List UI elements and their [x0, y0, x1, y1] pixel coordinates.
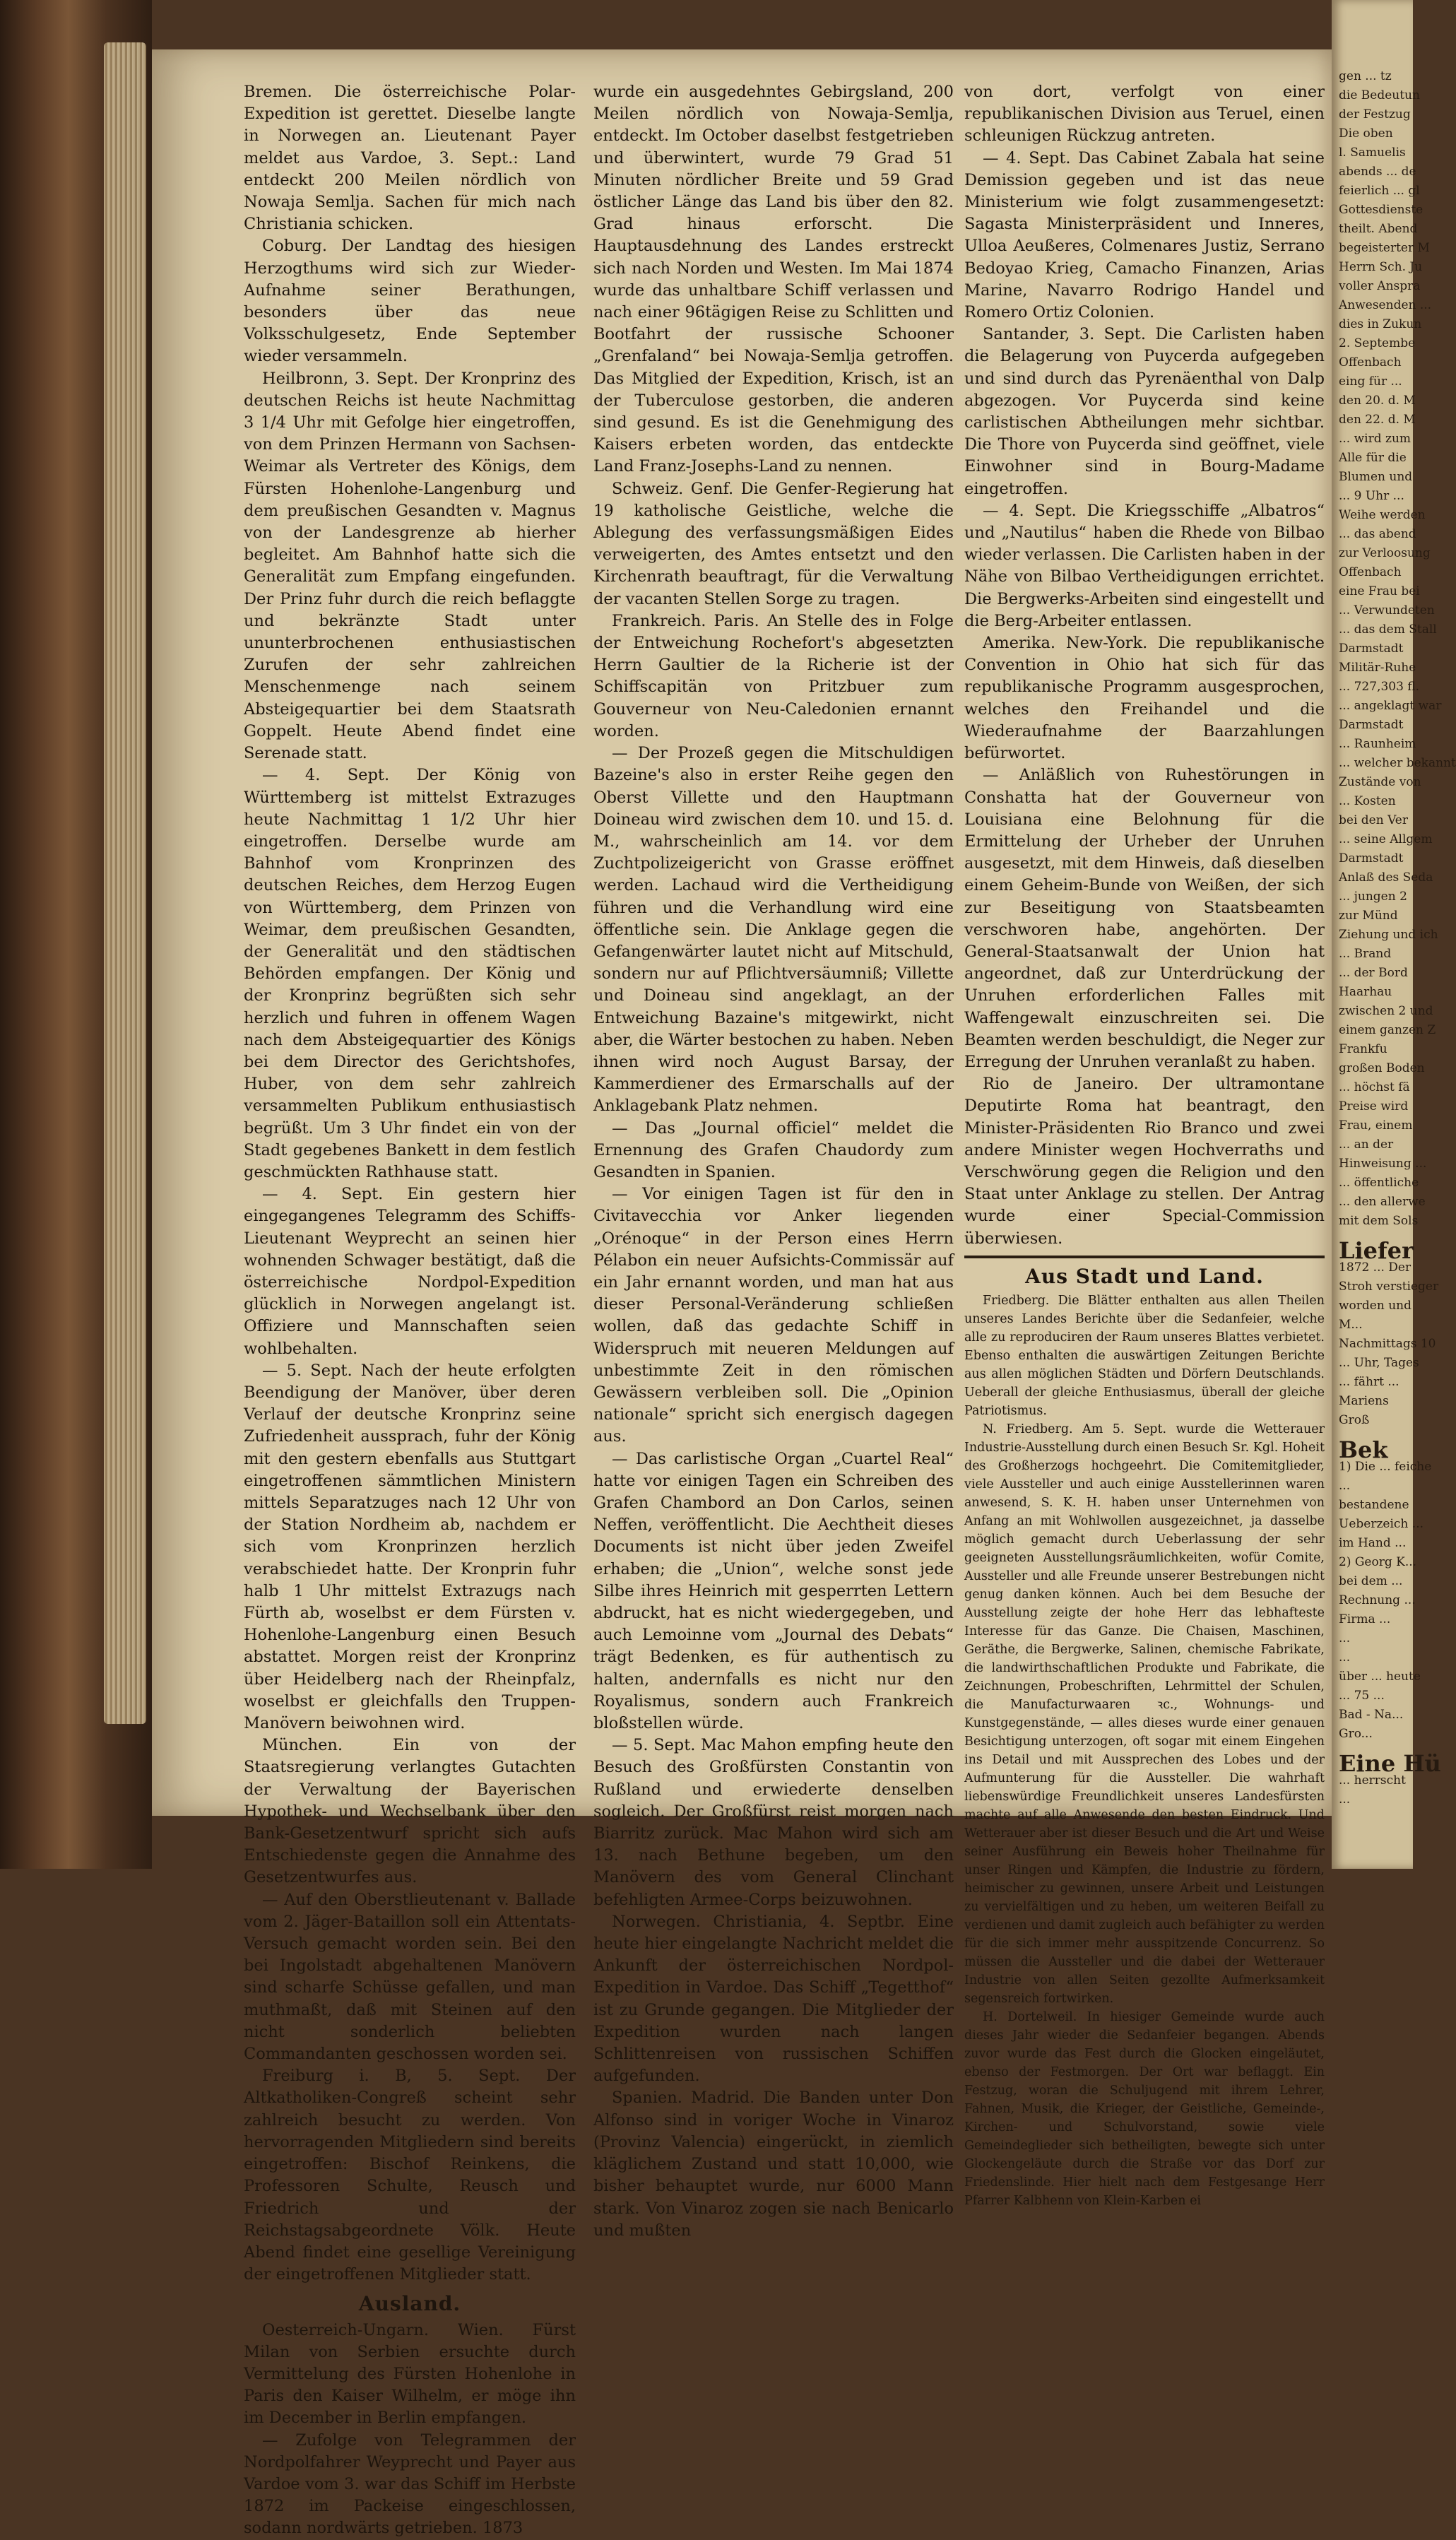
adjacent-line: ... welcher bekannt [1339, 756, 1456, 770]
adjacent-line: bei dem ... [1339, 1574, 1403, 1588]
adjacent-line: Gro... [1339, 1727, 1373, 1741]
article-industrie-ausstellung: N. Friedberg. Am 5. Sept. wurde die Wetterauer Industrie-Ausstellung durch einen Besuch Sr. Kgl. Hoheit des Großherzogs hochgeehrt. Die Comitemitglieder, viele Aussteller und auch einige Ausstellerinnen waren anwesend, S. K. H. haben unser Unternehmen von Anfang an mit Wohlwollen ausgezeichnet, ja dasselbe möglich gemacht durch Ueberlassung der sehr geeigneten Ausstellungsräumlichkeiten, wofür Comite, Aussteller und alle Freunde unserer Bestrebungen nicht genug danken können. Auch bei dem Besuche der Ausstellung zeigte der hohe Herr das lebhafteste Interesse für das Ganze. Die Chaisen, Maschinen, Geräthe, die Bergwerke, Salinen, chemische Fabrikate, die landwirthschaftlichen Produkte und Fabrikate, die Zeichnungen, Probeschriften, Lehrmittel der Schulen, die Manufacturwaaren ꝛc., Wohnungs- und Kunstgegenstände, — alles dieses wurde einer genauen Besichtigung unterzogen, oft sogar mit einem Eingehen ins Detail und mit Aussprechen des Lobes und der Aufmunterung für die Aussteller. Die wahrhaft liebenswürdige Freundlichkeit unseres Landesfürsten machte auf alle Anwesende den besten Eindruck. Und Wetterauer aber ist dieser Besuch und die Art und Weise seiner Ausführung ein Beweis hoher Theilnahme für unser Ringen und Kämpfen, die Industrie zu fördern, heimischer zu gewinnen, unsere Arbeit und Leistungen zu vervielfältigen und zu heben, um weiteren Beifall zu verdienen und damit zugleich auch befähigter zu werden für die sich immer mehr ausspitzende Concurrenz. So müssen die Aussteller und die dabei der Wetterauer Industrie von allen Seiten gezollte Aufmerksamkeit segensreich fortwirken. [964, 1422, 1325, 2006]
article-spanien-cont: von dort, verfolgt von einer republikanischen Division aus Teruel, einen schleunigen Rückzug antreten. [964, 83, 1325, 146]
adjacent-line: Bad - Na... [1339, 1708, 1404, 1722]
adjacent-heading: Eine Hü [1339, 1750, 1441, 1777]
adjacent-line: Ziehung und ich [1339, 928, 1438, 942]
adjacent-line: worden und [1339, 1299, 1411, 1313]
adjacent-line: zwischen 2 und [1339, 1004, 1433, 1018]
adjacent-line: l. Samuelis [1339, 146, 1406, 160]
adjacent-line: über ... heute [1339, 1670, 1421, 1684]
article-nordpol-cont: wurde ein ausgedehntes Gebirgsland, 200 Meilen nördlich von Nowaja-Semlja, entdeckt. Im October daselbst festgetrieben und überwintert, wurde 79 Grad 51 Minuten nördlicher Breite und 59 Grad östlicher Länge das Land bis über den 82. Grad hinaus erforscht. Die Hauptausdehnung des Landes erstreckt sich nach Norden und Westen. Im Mai 1874 wurde das unhaltbare Schiff verlassen und nach einer 96tägigen Reise zu Schlitten und Bootfahrt der russische Schooner „Grenfaland“ bei Nowaja-Semlja getroffen. Das Mitglied der Expedition, Krisch, ist an der Tuberculose gestorben, die anderen sind gesund. Es ist die Genehmigung des Kaisers erbeten worden, das entdeckte Land Franz-Josephs-Land zu nennen. [593, 83, 954, 476]
adjacent-line: Gottesdienste [1339, 203, 1424, 217]
adjacent-line: Alle für die [1339, 451, 1407, 465]
adjacent-line: Anlaß des Seda [1339, 870, 1433, 885]
column-1 [244, 81, 576, 2540]
adjacent-line: ... 9 Uhr ... [1339, 489, 1404, 503]
section-heading-ausland: Ausland. [358, 2292, 461, 2316]
article-mac-mahon: — 5. Sept. Mac Mahon empfing heute den Besuch des Großfürsten Constantin von Rußland und erwiederte denselben sogleich. Der Großfürst reist morgen nach Biarritz zurück. Mac Mahon wird sich am 13. nach Bethune begeben, um den Manövern des vom General Clinchant befehligten Armee-Corps beizuwohnen. [593, 1736, 954, 1909]
adjacent-line: ... [1339, 1792, 1351, 1807]
adjacent-line: ... der Bord [1339, 966, 1408, 980]
article-oesterreich: Oesterreich-Ungarn. Wien. Fürst Milan von Serbien ersuchte durch Vermittelung des Fürsten Hohenlohe in Paris den Kaiser Wilhelm, er möge ihn im December in Berlin empfangen. [244, 2320, 576, 2428]
adjacent-heading: Bek [1339, 1436, 1388, 1463]
adjacent-line: ... fährt ... [1339, 1375, 1399, 1389]
article-louisiana: — Anläßlich von Ruhestörungen in Conshatta hat der Gouverneur von Louisiana eine Belohnung für die Ermittelung der Urheber der Unruhen ausgesetzt, mit dem Hinweis, daß dieselben einem Geheim-Bunde von Weißen, der sich zur Beseitigung von Staatsbeamten verschworen habe, angehörten. Der General-Staatsanwalt der Union hat angeordnet, daß zur Unterdrückung der Unruhen erforderlichen Falles mit Waffengewalt einzuschreiten sei. Die Beamten werden beschuldigt, die Neger zur Erregung der Unruhen veranlaßt zu haben. [964, 766, 1325, 1071]
adjacent-line: Firma ... [1339, 1612, 1391, 1626]
adjacent-line: Die oben [1339, 126, 1393, 141]
adjacent-line: Anwesenden ... [1339, 298, 1432, 312]
adjacent-line: Darmstadt [1339, 851, 1404, 866]
adjacent-line: ... Raunheim [1339, 737, 1416, 751]
article-attentat: — Auf den Oberstlieutenant v. Ballade vom 2. Jäger-Bataillon soll ein Attentats-Versuch gemacht worden sein. Bei den bei Ingolstadt abgehaltenen Manövern sind scharfe Schüsse gefallen, und man muthmaßt, daß mit Steinen auf den nicht sonderlich beliebten Commandanten geschossen worden sei. [244, 1890, 576, 2064]
adjacent-line: ... jungen 2 [1339, 890, 1407, 904]
adjacent-page-text [1332, 0, 1456, 1809]
adjacent-page-fragment [1332, 0, 1456, 1869]
adjacent-line: Haarhau [1339, 985, 1392, 999]
adjacent-line: Preise wird [1339, 1099, 1409, 1114]
adjacent-line: Weihe werden [1339, 508, 1426, 522]
adjacent-line: ... an der [1339, 1138, 1394, 1152]
adjacent-line: im Hand ... [1339, 1536, 1407, 1550]
book-binding [0, 0, 152, 1869]
adjacent-line: der Festzug [1339, 107, 1411, 122]
adjacent-line: Groß [1339, 1413, 1370, 1427]
adjacent-line: Mariens [1339, 1394, 1389, 1408]
adjacent-line: ... 727,303 fl. [1339, 680, 1420, 694]
adjacent-line: mit dem Sols [1339, 1214, 1419, 1228]
adjacent-line: dies in Zukun [1339, 317, 1422, 331]
article-coburg: Coburg. Der Landtag des hiesigen Herzogthums wird sich zur Wieder-Aufnahme seiner Berathungen, besonders über das neue Volksschulgesetz, Ende September wieder versammeln. [244, 237, 576, 366]
adjacent-line: ... das abend [1339, 527, 1416, 541]
adjacent-line: theilt. Abend [1339, 222, 1418, 236]
adjacent-line: Darmstadt [1339, 718, 1404, 732]
adjacent-line: eine Frau bei [1339, 584, 1420, 598]
adjacent-line: Rechnung ... [1339, 1593, 1416, 1607]
adjacent-line: Nachmittags 10 [1339, 1337, 1436, 1351]
adjacent-line: ... Kosten [1339, 794, 1396, 808]
column-2 [593, 81, 954, 2242]
adjacent-line: Blumen und [1339, 470, 1413, 484]
adjacent-line: ... höchst fä [1339, 1080, 1410, 1094]
adjacent-line: bei den Ver [1339, 813, 1408, 827]
page-stack-edge [104, 42, 146, 1724]
article-kriegsschiffe: — 4. Sept. Die Kriegsschiffe „Albatros“ und „Nautilus“ haben die Rhede von Bilbao wieder verlassen. Die Carlisten haben in der Nähe von Bilbao Vertheidigungen errichtet. Die Bergwerks-Arbeiten sind eingestellt und die Berg-Arbeiter entlassen. [964, 501, 1325, 630]
adjacent-line: 2) Georg K... [1339, 1555, 1417, 1569]
adjacent-line: den 22. d. M [1339, 413, 1416, 427]
article-cuartel-real: — Das carlistische Organ „Cuartel Real“ hatte vor einigen Tagen ein Schreiben des Grafen Chambord an Don Carlos, seinen Neffen, veröffentlicht. Die Aechtheit dieses Documents ist nicht über jeden Zweifel erhaben; die „Union“, welche sonst jede Silbe ihres Heinrich mit gesperrten Lettern abdruckt, hat es nicht wiedergegeben, und auch Lemoinne vom „Journal des Debats“ trägt Bedenken, es für authentisch zu halten, andernfalls es nicht nur den Royalismus, sondern auch Frankreich bloßstellen würde. [593, 1449, 954, 1733]
adjacent-line: feierlich ... gl [1339, 184, 1420, 198]
adjacent-line: Frankfu [1339, 1042, 1387, 1056]
adjacent-line: gen ... tz [1339, 69, 1392, 83]
adjacent-line: zur Münd [1339, 909, 1398, 923]
article-cabinet-zabala: — 4. Sept. Das Cabinet Zabala hat seine Demission gegeben und ist das neue Ministerium wie folgt zusammengesetzt: Sagasta Ministerpräsident und Inneres, Ulloa Aeußeres, Colmenares Justiz, Serrano Bedoyao Krieg, Camacho Finanzen, Arias Marine, Navarro Rodrigo Handel und Romero Ortiz Colonien. [964, 148, 1325, 322]
article-heilbronn-telegram: — 4. Sept. Ein gestern hier eingegangenes Telegramm des Schiffs-Lieutenant Weyprecht an seinen hier wohnenden Schwager bestätigt, daß die österreichische Nordpol-Expedition glücklich in Norwegen angelangt ist. Offiziere und Mannschaften seien wohlbehalten. [244, 1185, 576, 1358]
section-heading-stadt-land: Aus Stadt und Land. [1025, 1264, 1264, 1288]
adjacent-heading: Liefer [1339, 1237, 1414, 1264]
article-rio: Rio de Janeiro. Der ultramontane Deputirte Roma hat beantragt, den Minister-Präsidenten Rio Branco und zwei andere Minister wegen Hochverraths und Verschwörung gegen die Religion und den Staat unter Anklage zu stellen. Der Antrag wurde einer Special-Commission überwiesen. [964, 1075, 1325, 1248]
section-divider [964, 1256, 1325, 1258]
adjacent-line: bestandene [1339, 1498, 1409, 1512]
adjacent-line: ... [1339, 1631, 1351, 1646]
adjacent-line: ... 75 ... [1339, 1689, 1385, 1703]
adjacent-line: Stroh verstieger [1339, 1280, 1439, 1294]
adjacent-line: ... den allerwe [1339, 1195, 1426, 1209]
adjacent-line: Militär-Ruhe [1339, 661, 1416, 675]
adjacent-line: ... das dem Stall [1339, 622, 1437, 637]
adjacent-line: eing für ... [1339, 374, 1402, 389]
article-heilbronn-5sept: — 5. Sept. Nach der heute erfolgten Beendigung der Manöver, über deren Verlauf der deutsche Kronprinz seine Zufriedenheit aussprach, fuhr der König mit den gestern ebenfalls aus Stuttgart eingetroffenen sämmtlichen Ministern mittels Separatzuges nach 12 Uhr von der Station Nordheim ab, nachdem er sich vom Kronprinzen herzlich verabschiedet hatte. Der Kronprin fuhr halb 1 Uhr mittelst Extrazugs nach Fürth ab, woselbst er dem Fürsten v. Hohenlohe-Langenburg einen Besuch abstattet. Morgen reist der Kronprinz über Heidelberg nach der Rheinpfalz, woselbst er gleichfalls den Truppen-Manövern beiwohnen wird. [244, 1361, 576, 1733]
article-norwegen: Norwegen. Christiania, 4. Septbr. Eine heute hier eingelangte Nachricht meldet die Ankunft der österreichischen Nordpol-Expedition in Vardoe. Das Schiff „Tegetthof“ ist zu Grunde gegangen. Die Mitglieder der Expedition wurden nach langen Schlittenreisen von russischen Schiffen aufgefunden. [593, 1912, 954, 2086]
article-friedberg: Friedberg. Die Blätter enthalten aus allen Theilen unseres Landes Berichte über die Sedanfeier, welche alle zu reproduciren der Raum unseres Blattes verbietet. Ebenso enthalten die auswärtigen Zeitungen Berichte aus allen möglichen Städten und Dörfern Deutschlands. Ueberall der gleiche Enthusiasmus, überall der gleiche Patriotismus. [964, 1293, 1325, 1418]
article-santander: Santander, 3. Sept. Die Carlisten haben die Belagerung von Puycerda aufgegeben und sind durch das Pyrenäenthal von Dalp abgezogen. Vor Puycerda sind keine carlistischen Abtheilungen mehr sichtbar. Die Thore von Puycerda sind geöffnet, viele Einwohner sind in Bourg-Madame eingetroffen. [964, 325, 1325, 498]
adjacent-line: Ueberzeich ... [1339, 1517, 1424, 1531]
adjacent-line: ... herrscht [1339, 1773, 1406, 1788]
article-freiburg: Freiburg i. B, 5. Sept. Der Altkatholiken-Congreß scheint sehr zahlreich besucht zu werden. Von hervorragenden Mitgliedern sind bereits eingetroffen: Bischof Reinkens, die Professoren Schulte, Reusch und Friedrich und der Reichstagsabgeordnete Völk. Heute Abend findet eine gesellige Vereinigung der eingetroffenen Mitglieder statt. [244, 2067, 576, 2284]
article-schweiz: Schweiz. Genf. Die Genfer-Regierung hat 19 katholische Geistliche, welche die Ablegung des verfassungsmäßigen Eides verweigerten, des Amtes entsetzt und den Kirchenrath beauftragt, für die Verwaltung der vacanten Stellen Sorge zu tragen. [593, 479, 954, 608]
adjacent-line: ... seine Allgem [1339, 832, 1433, 846]
article-bazaine-prozess: — Der Prozeß gegen die Mitschuldigen Bazeine's also in erster Reihe gegen den Oberst Villette und den Hauptmann Doineau wird zwischen dem 10. und 15. d. M., wahrscheinlich am 14. vor dem Zuchtpolizeigericht von Grasse eröffnet werden. Lachaud wird die Vertheidigung führen und die Verhandlung wird eine öffentliche sein. Die Anklage gegen die Gefangenwärter lautet nicht auf Mitschuld, sondern nur auf Pflichtversäumniß; Villette und Doineau sind angeklagt, an der Entweichung Bazaine's mitgewirkt, nicht aber, die Wärter bestochen zu haben. Neben ihnen wird noch August Barsay, der Kammerdiener des Ermarschalls auf der Anklagebank Platz nehmen. [593, 744, 954, 1116]
adjacent-line: Zustände von [1339, 775, 1421, 789]
adjacent-line: Offenbach [1339, 355, 1402, 370]
article-heilbronn: Heilbronn, 3. Sept. Der Kronprinz des deutschen Reichs ist heute Nachmittag 3 1/4 Uhr mit Gefolge hier eingetroffen, von dem Prinzen Hermann von Sachsen-Weimar als Vertreter des Königs, dem Fürsten Hohenlohe-Langenburg und dem preußischen Gesandten v. Magnus von der Landesgrenze ab hierher begleitet. Am Bahnhof hatte sich die Generalität zum Empfang eingefunden. Der Prinz fuhr durch die reich beflaggte und bekränzte Stadt unter ununterbrochenen enthusiastischen Zurufen der sehr zahlreichen Menschenmenge nach seinem Absteigequartier bei dem Staatsrath Goppelt. Heute Abend findet eine Serenade statt. [244, 369, 576, 763]
article-dortelweil: H. Dortelweil. In hiesiger Gemeinde wurde auch dieses Jahr wieder die Sedanfeier begangen. Abends zuvor wurde das Fest durch die Glocken eingeläutet, ebenso der Festmorgen. Der Ort war beflaggt. Ein Festzug, woran die Schuljugend mit ihrem Lehrer, Fahnen, Musik, die Krieger, der Geistliche, Gemeinde-, Kirchen- und Schulvorstand, sowie viele Gemeindeglieder sich betheiligten, bewegte sich unter Glockengeläute durch die Straße vor das Dorf zur Friedenslinde. Hier hielt nach dem Festgesange Herr Pfarrer Kalbhenn von Klein-Karben ei [964, 2009, 1325, 2208]
article-orenoque: — Vor einigen Tagen ist für den in Civitavecchia vor Anker liegenden „Orénoque“ in der Person eines Herrn Pélabon ein neuer Aufsichts-Commissär auf ein Jahr ernannt worden, und man hat aus dieser Personal-Veränderung schließen wollen, daß das gedachte Schiff in Widerspruch mit neueren Meldungen auf unbestimmte Zeit in den römischen Gewässern verbleiben soll. Die „Opinion nationale“ spricht sich energisch dagegen aus. [593, 1185, 954, 1446]
adjacent-line: begeisterter M [1339, 241, 1430, 255]
article-journal-officiel: — Das „Journal officiel“ meldet die Ernennung des Grafen Chaudordy zum Gesandten in Spanien. [593, 1118, 954, 1181]
adjacent-line: ... angeklagt war [1339, 699, 1442, 713]
adjacent-line: die Bedeutun [1339, 88, 1420, 102]
adjacent-line: einem ganzen Z [1339, 1023, 1436, 1037]
adjacent-line: zur Verloosung [1339, 546, 1431, 560]
adjacent-line: 2. Septembe [1339, 336, 1416, 350]
adjacent-line: Frau, einem [1339, 1118, 1413, 1133]
adjacent-line: Hinweisung ... [1339, 1157, 1427, 1171]
article-heilbronn-4sept: — 4. Sept. Der König von Württemberg ist mittelst Extrazuges heute Nachmittag 1 1/2 Uhr hier eingetroffen. Derselbe wurde am Bahnhof vom Kronprinzen des deutschen Reiches, dem Herzog Eugen von Württemberg, dem Prinzen von Weimar, dem preußischen Gesandten, der Generalität und den städtischen Behörden empfangen. Der König und der Kronprinz begrüßten sich sehr herzlich und fuhren in offenem Wagen nach dem Absteigequartier des Königs bei dem Director des Gerichtshofes, Huber, von dem sehr zahlreich versammelten Publikum enthusiastisch begrüßt. Um 3 Uhr findet ein von der Stadt gegebenes Bankett in dem festlich geschmückten Rathhause statt. [244, 766, 576, 1181]
adjacent-line: ... Brand [1339, 947, 1392, 961]
adjacent-line: M... [1339, 1318, 1363, 1332]
adjacent-line: voller Anspra [1339, 279, 1421, 293]
adjacent-line: ... öffentliche [1339, 1176, 1419, 1190]
adjacent-line: großen Boden [1339, 1061, 1425, 1075]
article-amerika: Amerika. New-York. Die republikanische Convention in Ohio hat sich für das republikanische Programm ausgesprochen, welches den Freihandel und die Wiederaufnahme der Baarzahlungen befürwortet. [964, 634, 1325, 763]
article-nordpol: — Zufolge von Telegrammen der Nordpolfahrer Weyprecht und Payer aus Vardoe vom 3. war das Schiff im Herbste 1872 im Packeise eingeschlossen, sodann nordwärts getrieben. 1873 [244, 2430, 576, 2538]
article-spanien: Spanien. Madrid. Die Banden unter Don Alfonso sind in voriger Woche in Vinaroz (Provinz Valencia) eingerückt, in ziemlich kläglichem Zustand und statt 10,000, wie bisher behauptet wurde, nur 6000 Mann stark. Von Vinaroz zogen sie nach Benicarlo und mußten [593, 2089, 954, 2240]
column-3 [964, 81, 1325, 2210]
adjacent-line: Offenbach [1339, 565, 1402, 579]
article-bremen: Bremen. Die österreichische Polar-Expedition ist gerettet. Dieselbe langte in Norwegen an. Lieutenant Payer meldet aus Vardoe, 3. Sept.: Land entdeckt 200 Meilen nördlich von Nowaja Semlja. Sachen für mich nach Christiania schicken. [244, 83, 576, 234]
adjacent-line: 1872 ... Der [1339, 1260, 1411, 1275]
adjacent-line: 1) Die ... feiche [1339, 1460, 1432, 1474]
adjacent-line: Herrn Sch. Ju [1339, 260, 1423, 274]
adjacent-line: ... [1339, 1479, 1351, 1493]
adjacent-line: Darmstadt [1339, 642, 1404, 656]
adjacent-line: abends ... de [1339, 165, 1416, 179]
adjacent-line: ... Verwundeten [1339, 603, 1435, 618]
adjacent-line: ... Uhr, Tages [1339, 1356, 1419, 1370]
adjacent-line: ... wird zum [1339, 432, 1411, 446]
article-frankreich: Frankreich. Paris. An Stelle des in Folge der Entweichung Rochefort's abgesetzten Herrn Gaultier de la Richerie ist der Schiffscapitän von Pritzbuer zum Gouverneur von Neu-Caledonien ernannt worden. [593, 611, 954, 740]
article-muenchen: München. Ein von der Staatsregierung verlangtes Gutachten der Verwaltung der Bayerischen Hypothek- und Wechselbank über den Bank-Gesetzentwurf spricht sich aufs Entschiedenste gegen die Annahme des Gesetzentwurfes aus. [244, 1736, 576, 1887]
adjacent-line: den 20. d. M [1339, 394, 1416, 408]
adjacent-line: ... [1339, 1650, 1351, 1665]
